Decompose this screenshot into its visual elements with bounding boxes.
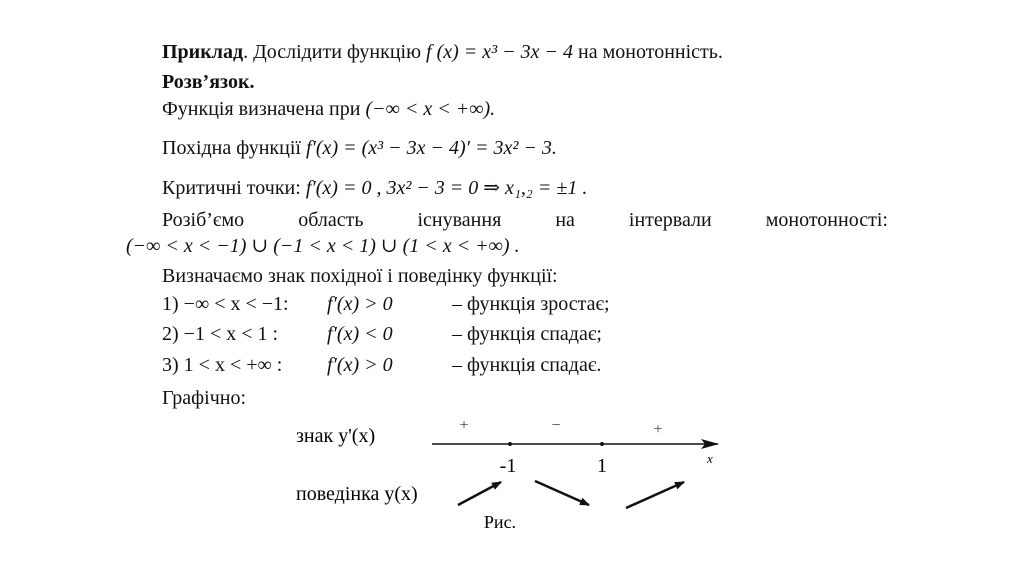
sign-label: знак y'(x): [296, 425, 376, 447]
case-behavior: – функція спадає;: [452, 323, 602, 345]
split-word: існування: [417, 209, 502, 231]
point-label: 1: [597, 455, 607, 477]
decrease-arrow: [535, 481, 589, 505]
axis-label: x: [707, 451, 713, 466]
case-sign: f′(x) > 0: [327, 354, 393, 376]
domain-formula: (−∞ < x < +∞).: [365, 98, 496, 120]
derivative-text: Похідна функції: [162, 137, 306, 159]
critical-text: Критичні точки:: [162, 177, 306, 199]
sign-mark: +: [653, 421, 663, 438]
domain-text: Функція визначена при: [162, 98, 366, 120]
case-interval: 2) −1 < x < 1 :: [162, 323, 279, 345]
example-formula: f (x) = x³ − 3x − 4: [426, 41, 574, 63]
critical-formula: f′(x) = 0 , 3x² − 3 = 0 ⇒ x₁,₂ = ±1 .: [305, 177, 588, 199]
case-sign: f′(x) < 0: [327, 323, 393, 345]
graphically-label: Графічно:: [162, 387, 247, 409]
increase-arrow: [458, 482, 501, 505]
case-interval: 3) 1 < x < +∞ :: [162, 354, 283, 376]
split-formula: (−∞ < x < −1) ∪ (−1 < x < 1) ∪ (1 < x < +∞) .: [126, 235, 520, 257]
case-interval: 1) −∞ < x < −1:: [162, 293, 289, 315]
split-word: область: [298, 209, 364, 231]
axis-tick: [508, 442, 512, 446]
split-word: Розіб’ємо: [162, 209, 245, 231]
figure-caption: Рис.: [483, 512, 517, 532]
increase-arrow: [626, 482, 684, 508]
axis-tick: [600, 442, 604, 446]
case-behavior: – функція спадає.: [452, 354, 602, 376]
split-word: інтервали: [628, 209, 712, 231]
example-tail: на монотонність.: [573, 41, 723, 63]
split-word: на: [555, 209, 575, 231]
point-label: -1: [499, 455, 517, 477]
example-text: . Дослідити функцію: [243, 41, 427, 63]
sign-intro: Визначаємо знак похідної і поведінку функції:: [162, 265, 558, 287]
sign-mark: +: [459, 417, 469, 434]
solution-heading: Розв’язок.: [162, 71, 255, 93]
example-label: Приклад: [162, 41, 244, 63]
sign-mark: −: [551, 417, 561, 434]
case-behavior: – функція зростає;: [452, 293, 610, 315]
split-word: монотонності:: [765, 209, 888, 231]
case-sign: f′(x) > 0: [327, 293, 393, 315]
behavior-label: поведінка y(x): [296, 483, 418, 505]
derivative-formula: f′(x) = (x³ − 3x − 4)′ = 3x² − 3.: [305, 137, 557, 159]
